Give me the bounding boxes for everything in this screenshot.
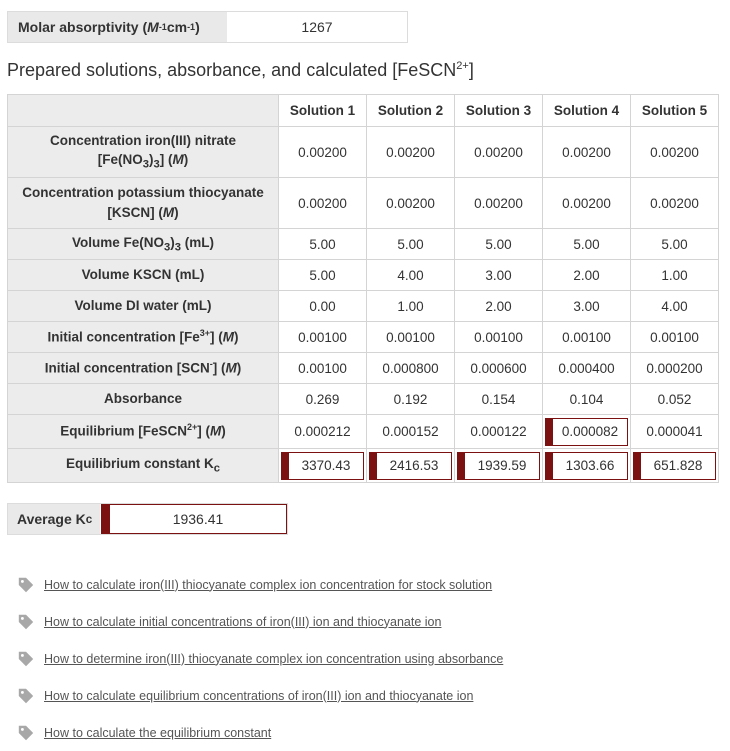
row-volume-iron-nitrate xyxy=(8,229,719,260)
row-label: Concentration iron(III) nitrate $[Fe(NO_3)_3]$ (M) xyxy=(8,127,279,178)
row-equilibrium-fescn xyxy=(8,415,719,449)
table-cell: 0.00100 xyxy=(367,322,455,353)
link-equilibrium-constant[interactable]: How to calculate the equilibrium constant xyxy=(44,725,272,740)
section-title: Prepared solutions, absorbance, and calculated [FeSCN$^{2+}$] xyxy=(7,60,474,80)
table-cell: 0.052 xyxy=(631,384,719,415)
table-cell: 5.00 xyxy=(279,229,367,260)
help-links xyxy=(17,566,503,751)
link-absorbance[interactable]: How to determine iron(III) thiocyanate complex ion concentration using absorbance xyxy=(44,651,504,666)
table-cell: 0.00100 xyxy=(455,322,543,353)
table-cell-highlighted xyxy=(367,449,455,483)
table-cell: 0.269 xyxy=(279,384,367,415)
link-initial-concentrations[interactable]: How to calculate initial concentrations of iron(III) ion and thiocyanate ion xyxy=(44,614,442,629)
link-equilibrium-concentrations[interactable]: How to calculate equilibrium concentrations of iron(III) ion and thiocyanate ion xyxy=(44,688,474,703)
table-cell: 0.000212 xyxy=(279,415,367,449)
row-label: Volume KSCN (mL) xyxy=(8,260,279,291)
table-cell: 0.000200 xyxy=(631,353,719,384)
table-cell: 0.000152 xyxy=(367,415,455,449)
table-cell-highlighted xyxy=(279,449,367,483)
table-cell: 0.00200 xyxy=(543,127,631,178)
row-label: Equilibrium [FeSCN$^{2+}$] (M) xyxy=(8,415,279,449)
header-solution-1: Solution 1 xyxy=(279,95,367,127)
table-cell: 0.000122 xyxy=(455,415,543,449)
table-cell-highlighted xyxy=(543,449,631,483)
kc-value-1: 3370.43 xyxy=(281,452,364,480)
table-cell: 2.00 xyxy=(455,291,543,322)
tag-icon xyxy=(17,687,35,705)
table-header-row xyxy=(8,95,719,127)
kc-value-2: 2416.53 xyxy=(369,452,452,480)
row-label: Volume $Fe(NO_3)_3$ (mL) xyxy=(8,229,279,260)
tag-icon xyxy=(17,613,35,631)
row-label: Absorbance xyxy=(8,384,279,415)
row-conc-kscn xyxy=(8,178,719,229)
tag-icon xyxy=(17,576,35,594)
table-cell: 3.00 xyxy=(455,260,543,291)
table-cell: 0.154 xyxy=(455,384,543,415)
list-item xyxy=(17,714,503,751)
row-label: Initial concentration [SCN-] (M) xyxy=(8,353,279,384)
table-cell: 0.000400 xyxy=(543,353,631,384)
list-item xyxy=(17,640,503,677)
table-cell: 0.00200 xyxy=(543,178,631,229)
highlighted-value: 0.000082 xyxy=(545,418,628,446)
table-cell: 5.00 xyxy=(631,229,719,260)
molar-absorptivity-label: Molar absorptivity ( M -1 cm -1 ) xyxy=(8,12,227,42)
average-kc-label: Average K c xyxy=(8,504,100,534)
table-cell: 2.00 xyxy=(543,260,631,291)
molar-absorptivity-value: 1267 xyxy=(227,12,407,42)
row-label: Equilibrium constant $K_c$ xyxy=(8,449,279,483)
table-cell: 0.00100 xyxy=(543,322,631,353)
table-cell: 1.00 xyxy=(367,291,455,322)
average-kc-box xyxy=(7,503,288,535)
row-absorbance xyxy=(8,384,719,415)
header-solution-4: Solution 4 xyxy=(543,95,631,127)
table-cell: 0.00200 xyxy=(279,178,367,229)
table-cell-highlighted xyxy=(455,449,543,483)
header-solution-3: Solution 3 xyxy=(455,95,543,127)
row-volume-kscn xyxy=(8,260,719,291)
row-label: Concentration potassium thiocyanate [KSCN] (M) xyxy=(8,178,279,229)
table-cell: 0.00200 xyxy=(367,178,455,229)
solutions-table xyxy=(7,94,719,483)
table-corner xyxy=(8,95,279,127)
table-cell: 0.00100 xyxy=(279,322,367,353)
average-kc-value: 1936.41 xyxy=(101,504,287,534)
kc-value-5: 651.828 xyxy=(633,452,716,480)
molar-absorptivity-box xyxy=(7,11,408,43)
kc-value-3: 1939.59 xyxy=(457,452,540,480)
list-item xyxy=(17,566,503,603)
list-item xyxy=(17,603,503,640)
table-cell: 0.00200 xyxy=(279,127,367,178)
tag-icon xyxy=(17,724,35,742)
table-cell: 0.00200 xyxy=(631,127,719,178)
table-cell-highlighted xyxy=(543,415,631,449)
table-cell: 0.000600 xyxy=(455,353,543,384)
row-label: Initial concentration $[Fe^{3+}]$ (M) xyxy=(8,322,279,353)
table-cell: 0.192 xyxy=(367,384,455,415)
table-cell: 1.00 xyxy=(631,260,719,291)
table-cell: 4.00 xyxy=(631,291,719,322)
table-cell: 0.00200 xyxy=(455,178,543,229)
table-cell: 0.000041 xyxy=(631,415,719,449)
list-item xyxy=(17,677,503,714)
table-cell: 0.00200 xyxy=(367,127,455,178)
row-conc-iron-nitrate xyxy=(8,127,719,178)
table-cell-highlighted xyxy=(631,449,719,483)
table-cell: 5.00 xyxy=(543,229,631,260)
row-label: Volume DI water (mL) xyxy=(8,291,279,322)
table-cell: 0.00200 xyxy=(455,127,543,178)
table-cell: 4.00 xyxy=(367,260,455,291)
table-cell: 0.00100 xyxy=(279,353,367,384)
table-cell: 5.00 xyxy=(279,260,367,291)
tag-icon xyxy=(17,650,35,668)
row-initial-fe xyxy=(8,322,719,353)
header-solution-5: Solution 5 xyxy=(631,95,719,127)
table-cell: 0.00200 xyxy=(631,178,719,229)
table-cell: 5.00 xyxy=(455,229,543,260)
link-stock-solution[interactable]: How to calculate iron(III) thiocyanate complex ion concentration for stock solution xyxy=(44,577,493,592)
row-equilibrium-constant xyxy=(8,449,719,483)
table-cell: 0.00100 xyxy=(631,322,719,353)
row-initial-scn xyxy=(8,353,719,384)
table-cell: 0.104 xyxy=(543,384,631,415)
table-cell: 3.00 xyxy=(543,291,631,322)
table-cell: 0.00 xyxy=(279,291,367,322)
row-volume-water xyxy=(8,291,719,322)
table-cell: 5.00 xyxy=(367,229,455,260)
kc-value-4: 1303.66 xyxy=(545,452,628,480)
table-cell: 0.000800 xyxy=(367,353,455,384)
header-solution-2: Solution 2 xyxy=(367,95,455,127)
